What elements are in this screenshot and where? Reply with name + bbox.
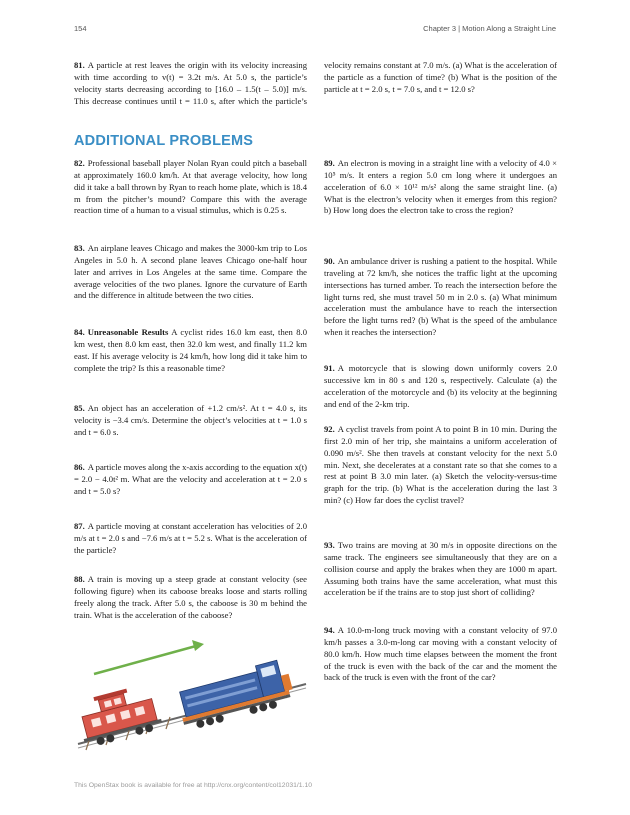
locomotive xyxy=(174,658,296,731)
problem-number: 94. xyxy=(324,625,335,635)
problem-88 xyxy=(74,574,307,621)
section-title: ADDITIONAL PROBLEMS xyxy=(74,133,254,149)
chapter-header: Chapter 3 | Motion Along a Straight Line xyxy=(423,24,556,33)
problem-90 xyxy=(324,256,557,339)
problem-number: 93. xyxy=(324,540,335,550)
problem-text: A particle at rest leaves the origin with its velocity increasing with time according to v(t) = 3.2t m/s. At 5.0 s, the particle’s velocity starts decreasing according to [16.0 – 1.5(t – 5.0)] m/s. This decrease continues until t = 11.0 s, after which the particle’s velocity remains constant at 7.0 m/s. (a) What is the acceleration of the particle as a function of time? (b) What is the position of the particle at t = 2.0 s, t = 7.0 s, and t = 12.0 s? xyxy=(74,60,557,106)
problem-94 xyxy=(324,625,557,684)
problem-number: 82. xyxy=(74,158,85,168)
problem-text: A particle moves along the x-axis according to the equation x(t) = 2.0 − 4.0t² m. What are the velocity and acceleration at t = 2.0 s and t = 5.0 s? xyxy=(74,462,307,496)
problem-number: 87. xyxy=(74,521,85,531)
problem-number: 85. xyxy=(74,403,85,413)
problem-text: A cyclist travels from point A to point B in 10 min. During the first 2.0 min of her trip, she maintains a uniform acceleration of 0.090 m/s². She then travels at constant velocity for the next 5.0 min. Next, she decelerates at a constant rate so that she comes to a rest at point B 3.0 min later. (a) Sketch the velocity-versus-time graph for the trip. (b) What is the acceleration during the last 3 min? (c) How far does the cyclist travel? xyxy=(324,424,557,506)
problem-number: 81. xyxy=(74,60,85,70)
page-number: 154 xyxy=(74,24,87,33)
page-footer: This OpenStax book is available for free at http://cnx.org/content/col12031/1.10 xyxy=(74,782,313,789)
problem-81 xyxy=(74,60,557,107)
problem-text: Two trains are moving at 30 m/s in opposite directions on the same track. The engineers see simultaneously that they are on a collision course and apply the brakes when they are 1000 m apart. Assuming both trains have the same acceleration, what must this acceleration be if the trains are to stop just short of colliding? xyxy=(324,540,557,598)
problem-89 xyxy=(324,158,557,217)
problem-91 xyxy=(324,363,557,410)
problem-87 xyxy=(74,521,307,557)
problem-text: A motorcycle that is slowing down uniformly covers 2.0 successive km in 80 s and 120 s, respectively. Calculate (a) the acceleration of the motorcycle and (b) its velocity at the beginning and end of the 2-km trip. xyxy=(324,363,557,409)
problem-text: A 10.0-m-long truck moving with a constant velocity of 97.0 km/h passes a 3.0-m-long car moving with a constant velocity of 80.0 km/h. How much time elapses between the moment the front of the truck is even with the back of the car and the moment the back of the truck is even with the front of the car? xyxy=(324,625,557,683)
problem-number: 83. xyxy=(74,243,85,253)
problem-92 xyxy=(324,424,557,507)
problem-text: A cyclist rides 16.0 km east, then 8.0 km west, then 8.0 km east, then 32.0 km west, and finally 11.2 km east. If his average velocity is 24 km/h, how long did it take him to complete the trip? Is this a reasonable time? xyxy=(74,327,307,373)
problem-number: 89. xyxy=(324,158,335,168)
problem-number: 86. xyxy=(74,462,85,472)
problem-number: 88. xyxy=(74,574,85,584)
train-on-grade-figure xyxy=(76,632,308,752)
problem-text: A particle moving at constant acceleration has velocities of 2.0 m/s at t = 2.0 s and −7.6 m/s at t = 5.2 s. What is the acceleration of the particle? xyxy=(74,521,307,555)
problem-text: Professional baseball player Nolan Ryan could pitch a baseball at approximately 160.0 km/h. At that average velocity, how long did it take a ball thrown by Ryan to reach home plate, which is 18.4 m from the pitcher’s mound? Compare this with the average reaction time of a human to a visual stimulus, which is 0.25 s. xyxy=(74,158,307,216)
problem-83 xyxy=(74,243,307,302)
problem-number: 92. xyxy=(324,424,335,434)
problem-86 xyxy=(74,462,307,498)
problem-text: A train is moving up a steep grade at constant velocity (see following figure) when its caboose breaks loose and starts rolling freely along the track. After 5.0 s, the caboose is 30 m behind the train. What is the acceleration of the caboose? xyxy=(74,574,307,620)
problem-82 xyxy=(74,158,307,217)
problem-number: 91. xyxy=(324,363,335,373)
problem-84 xyxy=(74,327,307,374)
problem-text: An ambulance driver is rushing a patient to the hospital. While traveling at 72 km/h, she notices the traffic light at the upcoming intersections has turned amber. To reach the intersection before the light turns red, she must travel 50 m in 2.0 s. (a) What minimum acceleration must the ambulance have to reach the intersection before the light turns red? (b) What is the speed of the ambulance when it reaches the intersection? xyxy=(324,256,557,338)
problem-85 xyxy=(74,403,307,439)
problem-text: An electron is moving in a straight line with a velocity of 4.0 × 10⁵ m/s. It enters a region 5.0 cm long where it undergoes an acceleration of 6.0 × 10¹² m/s² along the same straight line. (a) What is the electron’s velocity when it emerges from this region? b) How long does the electron take to cross the region? xyxy=(324,158,557,216)
problem-text: An object has an acceleration of +1.2 cm/s². At t = 4.0 s, its velocity is −3.4 cm/s. Determine the object’s velocities at t = 1.0 s and t = 6.0 s. xyxy=(74,403,307,437)
problem-number: 90. xyxy=(324,256,335,266)
caboose xyxy=(76,682,164,749)
problem-93 xyxy=(324,540,557,599)
problem-number: 84. xyxy=(74,327,85,337)
problem-text: An airplane leaves Chicago and makes the 3000-km trip to Los Angeles in 5.0 h. A second plane leaves Chicago one-half hour later and arrives in Los Angeles at the same time. Compare the average velocities of the two planes. Ignore the curvature of Earth and the difference in altitude between the two cities. xyxy=(74,243,307,301)
problem-title: Unreasonable Results xyxy=(87,327,169,337)
direction-arrow-icon xyxy=(94,640,204,674)
